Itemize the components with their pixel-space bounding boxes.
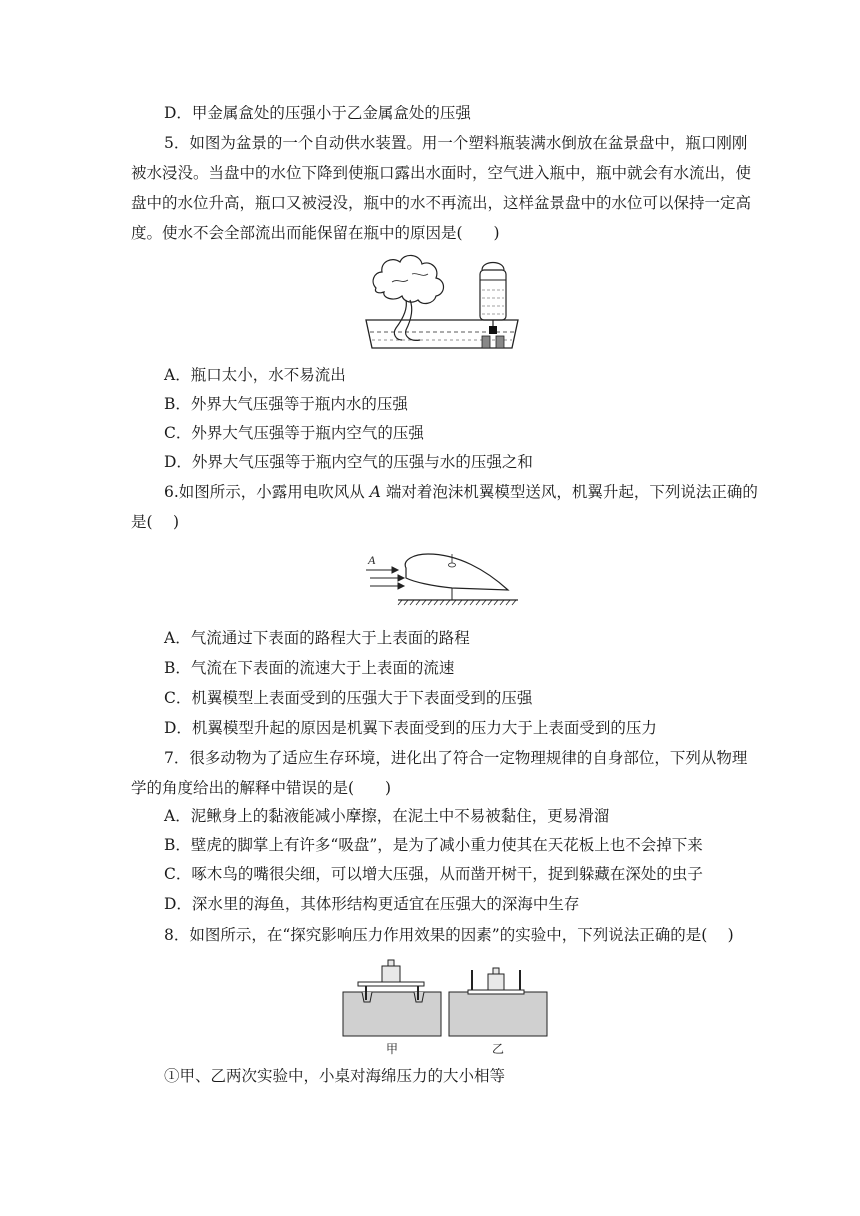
q6-option-b: B．气流在下表面的流速大于上表面的流速: [164, 659, 455, 677]
fig-label-jia: 甲: [385, 1042, 399, 1056]
q5-option-b: B．外界大气压强等于瓶内水的压强: [164, 395, 408, 413]
q5-option-a: A．瓶口太小，水不易流出: [164, 366, 346, 384]
q7-option-c: C．啄木鸟的嘴很尖细，可以增大压强，从而凿开树干，捉到躲藏在深处的虫子: [164, 865, 703, 883]
wing-model-figure: [362, 546, 522, 608]
q5-stem-line-2: 被水浸没。当盘中的水位下降到使瓶口露出水面时，空气进入瓶中，瓶中就会有水流出，使: [131, 164, 752, 182]
fig-label-yi: 乙: [491, 1042, 505, 1056]
q5-stem-line-1: 5．如图为盆景的一个自动供水装置。用一个塑料瓶装满水倒放在盆景盘中，瓶口刚刚: [164, 134, 748, 152]
q7-option-b: B．壁虎的脚掌上有许多“吸盘”，是为了减小重力使其在天花板上也不会掉下来: [164, 836, 703, 854]
q6-stem-line-2: 是( ): [131, 513, 180, 531]
q8-statement-1: ①甲、乙两次实验中，小桌对海绵压力的大小相等: [164, 1067, 506, 1085]
q7-stem-line-2: 学的角度给出的解释中错误的是( ): [131, 779, 392, 797]
q6-stem-line-1: [164, 482, 758, 502]
q6-stem-part-1: 6.如图所示，小露用电吹风从: [164, 483, 370, 501]
q7-option-a: A．泥鳅身上的黏液能减小摩擦，在泥土中不易被黏住，更易滑溜: [164, 807, 610, 825]
q6-option-c: C．机翼模型上表面受到的压强大于下表面受到的压强: [164, 689, 533, 707]
q5-stem-line-4: 度。使水不会全部流出而能保留在瓶中的原因是( ): [131, 224, 500, 242]
q4-option-d: D．甲金属盒处的压强小于乙金属盒处的压强: [164, 104, 471, 122]
q6-option-a: A．气流通过下表面的路程大于上表面的路程: [164, 629, 470, 647]
q6-stem-part-2: 端对着泡沫机翼模型送风，机翼升起，下列说法正确的: [380, 483, 758, 501]
q7-stem-line-1: 7．很多动物为了适应生存环境，进化出了符合一定物理规律的自身部位，下列从物理: [164, 749, 748, 767]
q6-option-d: D．机翼模型升起的原因是机翼下表面受到的压力大于上表面受到的压力: [164, 719, 657, 737]
pressure-experiment-figure: [340, 950, 550, 1060]
q6-stem-variable: A: [369, 483, 381, 501]
bonsai-water-supply-figure: [362, 244, 522, 352]
q5-option-d: D．外界大气压强等于瓶内空气的压强与水的压强之和: [164, 453, 533, 471]
q5-option-c: C．外界大气压强等于瓶内空气的压强: [164, 424, 424, 442]
q8-stem: 8．如图所示，在“探究影响压力作用效果的因素”的实验中，下列说法正确的是( ): [164, 926, 734, 944]
q5-stem-line-3: 盘中的水位升高，瓶口又被浸没，瓶中的水不再流出，这样盆景盘中的水位可以保持一定高: [131, 194, 752, 212]
wing-fig-label-a: A: [368, 553, 376, 567]
q7-option-d: D．深水里的海鱼，其体形结构更适宜在压强大的深海中生存: [164, 895, 580, 913]
